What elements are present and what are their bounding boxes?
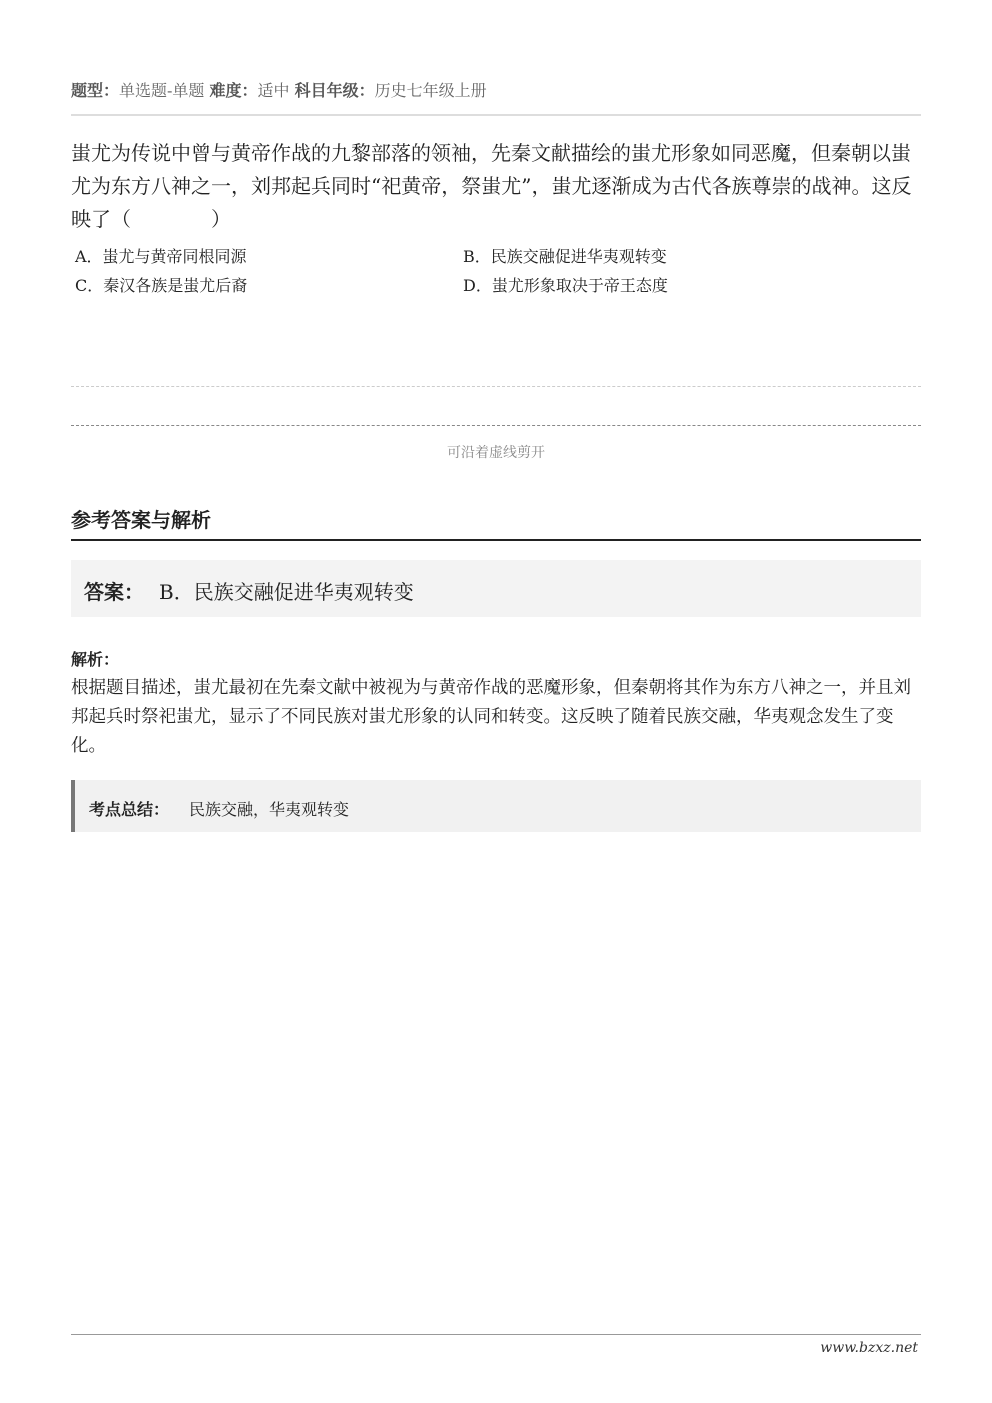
analysis-text: 根据题目描述，蚩尤最初在先秦文献中被视为与黄帝作战的恶魔形象，但秦朝将其作为东方八神之一，并且刘邦起兵时祭祀蚩尤，显示了不同民族对蚩尤形象的认同和转变。这反映了随着民族交融，华夷观念发生了变化。 xyxy=(71,678,911,756)
cut-hint: 可沿着虚线剪开 xyxy=(447,445,545,461)
summary-value: 民族交融，华夷观转变 xyxy=(189,800,350,819)
option-a: A．蚩尤与黄帝同根同源 xyxy=(75,247,247,266)
summary-label: 考点总结： xyxy=(89,800,170,819)
subject-label: 科目年级： xyxy=(294,81,375,100)
option-c: C．秦汉各族是蚩尤后裔 xyxy=(75,276,248,295)
analysis-label: 解析： xyxy=(71,650,120,669)
type-label: 题型： xyxy=(71,81,120,100)
meta-divider xyxy=(71,114,921,116)
option-b: B．民族交融促进华夷观转变 xyxy=(463,247,667,266)
type-value: 单选题-单题 xyxy=(119,81,205,100)
answer-value: B．民族交融促进华夷观转变 xyxy=(159,580,414,604)
subject-value: 历史七年级上册 xyxy=(374,81,487,100)
question-meta xyxy=(71,78,487,101)
difficulty-label: 难度： xyxy=(209,81,258,100)
summary-box xyxy=(71,780,921,832)
footer-site: www.bzxz.net xyxy=(820,1340,918,1356)
answer-label: 答案： xyxy=(84,580,144,604)
dashed-line xyxy=(71,386,921,387)
answer-section-title: 参考答案与解析 xyxy=(71,508,211,532)
question-stem: 蚩尤为传说中曾与黄帝作战的九黎部落的领袖，先秦文献描绘的蚩尤形象如同恶魔，但秦朝以蚩尤为东方八神之一，刘邦起兵同时“祀黄帝，祭蚩尤”，蚩尤逐渐成为古代各族尊崇的战神。这反映了（ ） xyxy=(71,141,912,231)
answer-box xyxy=(71,560,921,617)
footer-divider xyxy=(71,1334,921,1335)
cut-line xyxy=(71,425,921,426)
section-divider xyxy=(71,539,921,541)
option-d: D．蚩尤形象取决于帝王态度 xyxy=(463,276,668,295)
difficulty-value: 适中 xyxy=(257,81,290,100)
